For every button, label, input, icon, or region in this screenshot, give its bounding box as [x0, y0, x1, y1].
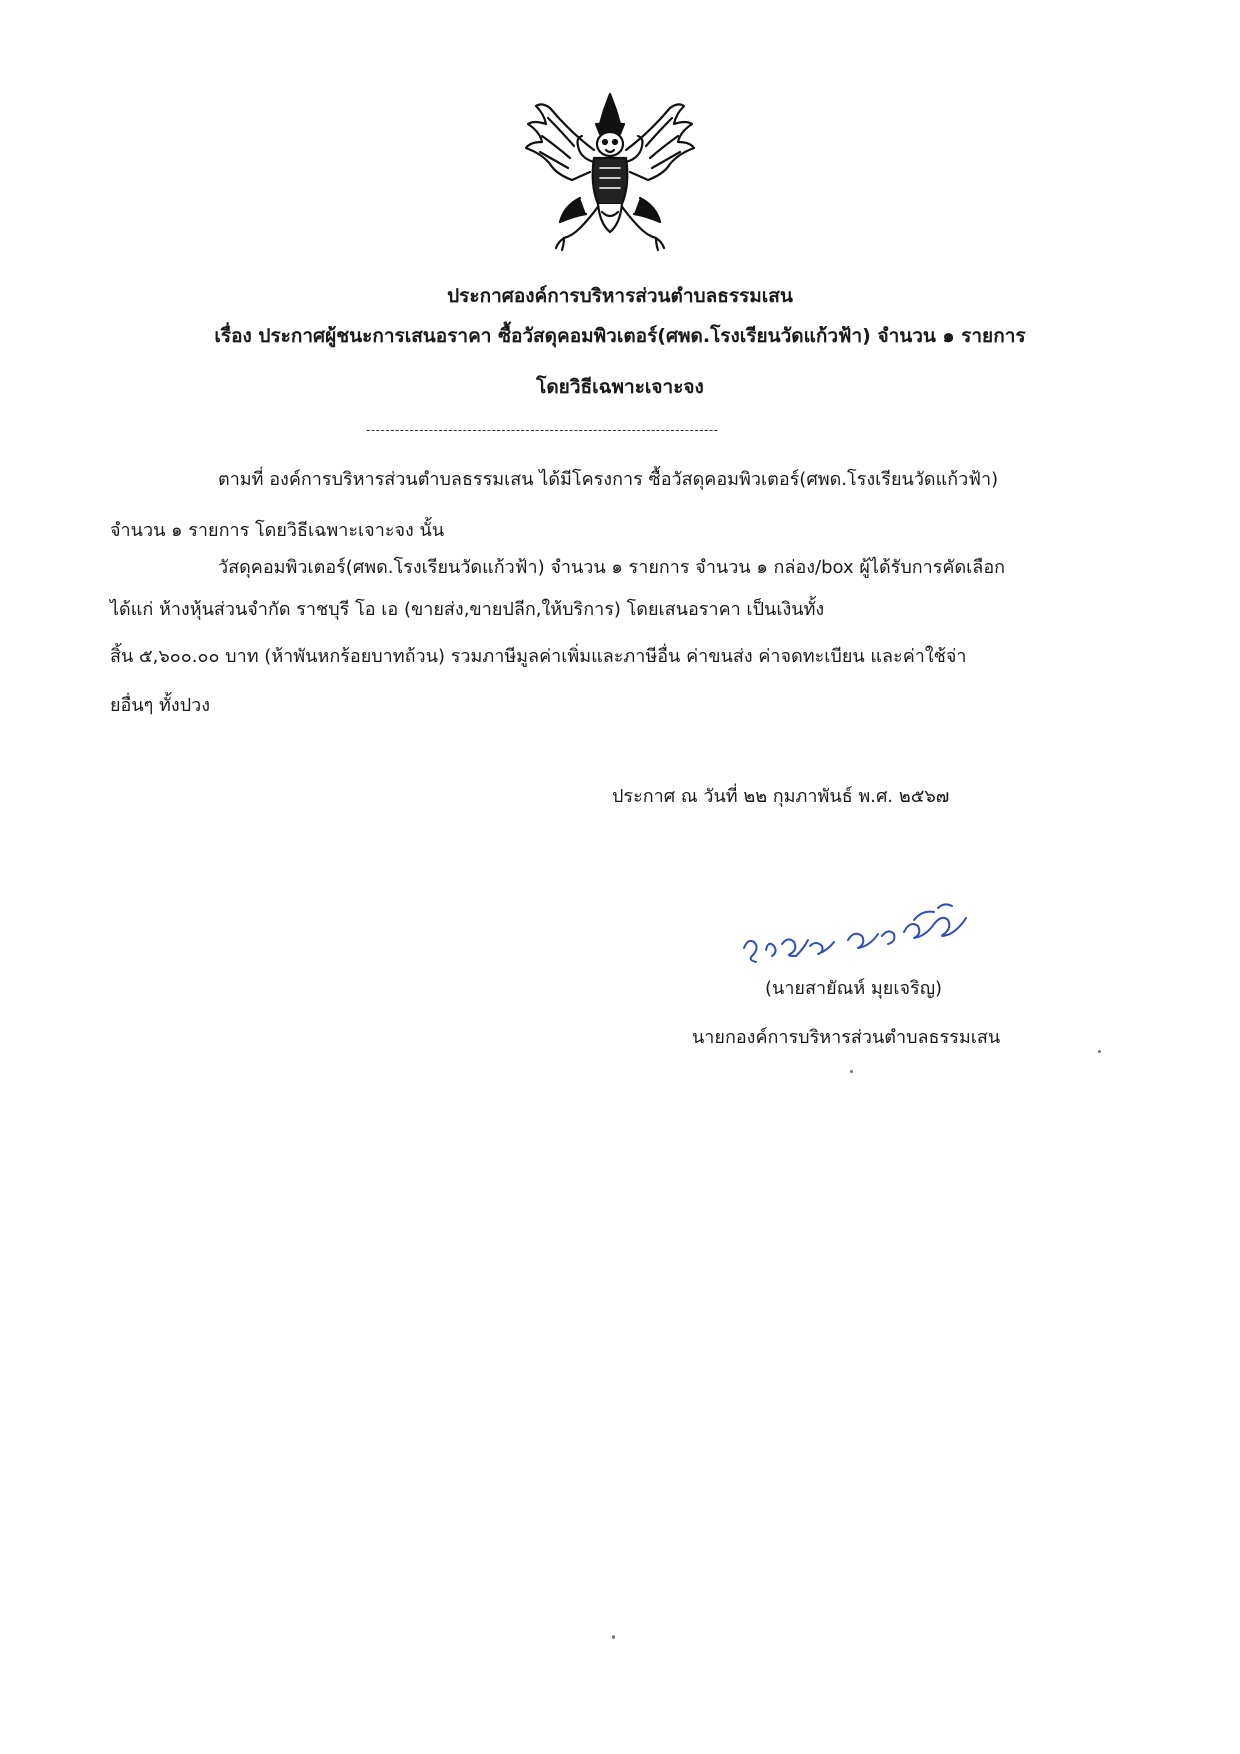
scan-speck — [850, 1070, 853, 1073]
signer-title: นายกองค์การบริหารส่วนตำบลธรรมเสน — [692, 1027, 1001, 1048]
paragraph2-line1: วัสดุคอมพิวเตอร์(ศพด.โรงเรียนวัดแก้วฟ้า) จำนวน ๑ รายการ จำนวน ๑ กล่อง/box ผู้ได้รับการคัดเลือก — [218, 557, 1006, 578]
paragraph2-line3: สิ้น ๕,๖๐๐.๐๐ บาท (ห้าพันหกร้อยบาทถ้วน) รวมภาษีมูลค่าเพิ่มและภาษีอื่น ค่าขนส่ง ค่าจดทะเบียน และค่าใช้จ่า — [110, 646, 967, 667]
handwritten-signature — [738, 890, 998, 980]
paragraph2-line4: ยอื่นๆ ทั้งปวง — [110, 695, 211, 716]
paragraph1-line1: ตามที่ องค์การบริหารส่วนตำบลธรรมเสน ได้มีโครงการ ซื้อวัสดุคอมพิวเตอร์(ศพด.โรงเรียนวัดแก้วฟ้า) — [218, 469, 999, 490]
procurement-method: โดยวิธีเฉพาะเจาะจง — [536, 376, 704, 398]
paragraph2-line2: ได้แก่ ห้างหุ้นส่วนจำกัด ราชบุรี โอ เอ (ขายส่ง,ขายปลีก,ให้บริการ) โดยเสนอราคา เป็นเงินทั้ง — [110, 599, 825, 620]
announcement-date: ประกาศ ณ วันที่ ๒๒ กุมภาพันธ์ พ.ศ. ๒๕๖๗ — [612, 786, 950, 807]
scan-speck — [1098, 1050, 1101, 1053]
garuda-emblem-icon — [520, 88, 700, 258]
paragraph1-line2: จำนวน ๑ รายการ โดยวิธีเฉพาะเจาะจง นั้น — [110, 520, 445, 541]
scan-speck — [612, 1635, 615, 1639]
document-title: ประกาศองค์การบริหารส่วนตำบลธรรมเสน — [447, 285, 793, 307]
signer-name: (นายสายัณห์ มุยเจริญ) — [765, 978, 943, 999]
document-subject: เรื่อง ประกาศผู้ชนะการเสนอราคา ซื้อวัสดุคอมพิวเตอร์(ศพด.โรงเรียนวัดแก้วฟ้า) จำนวน ๑ รายการ — [214, 325, 1026, 347]
section-divider: ------------------------------------------------------------------------- — [366, 423, 719, 437]
